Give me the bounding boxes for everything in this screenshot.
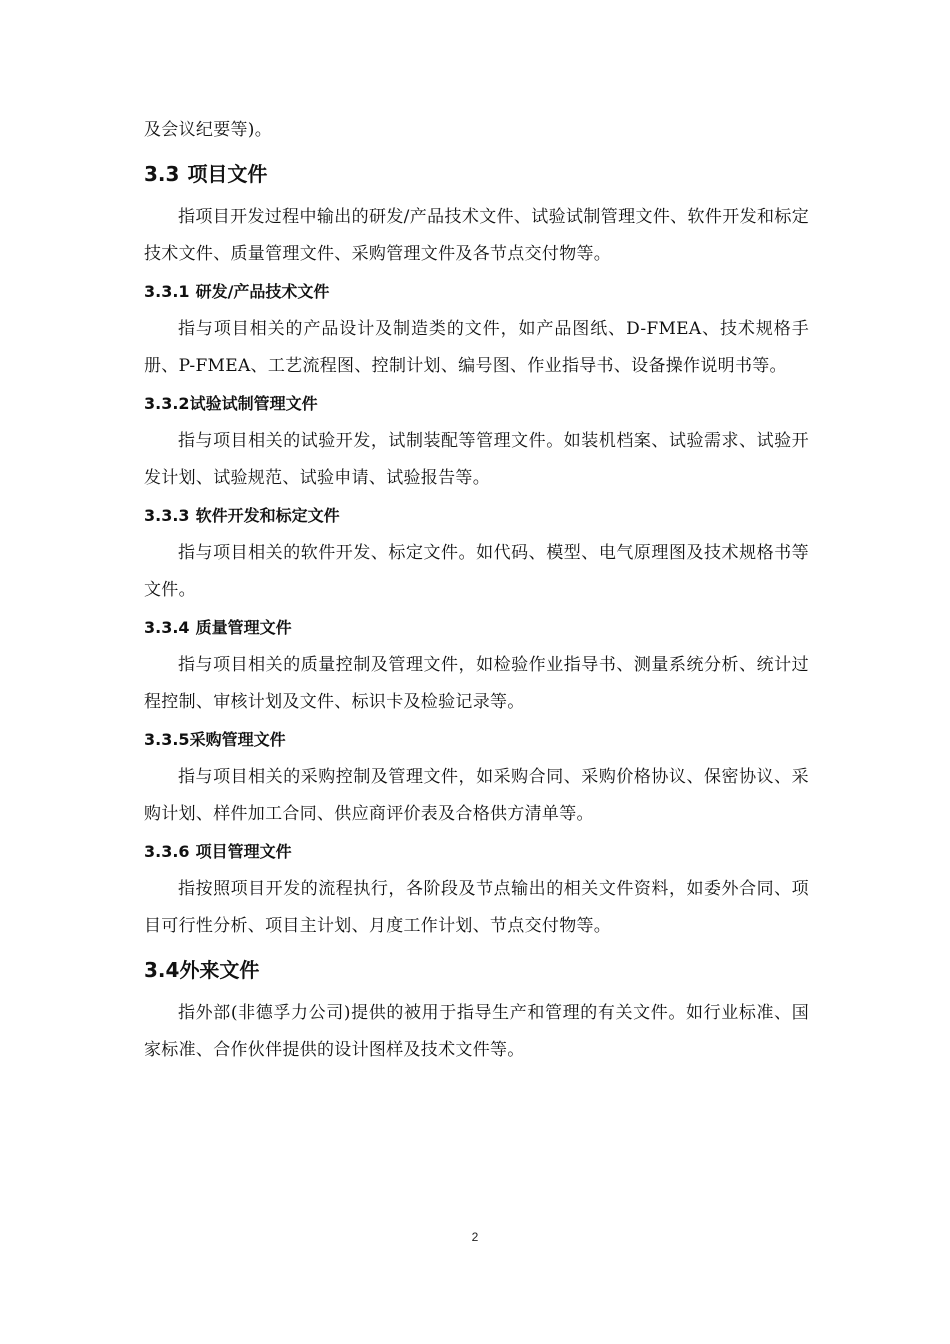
subsection-number: 3.3.4	[144, 618, 190, 637]
section-heading-3-3	[144, 149, 809, 199]
section-paragraph-3-4: 指外部(非德孚力公司)提供的被用于指导生产和管理的有关文件。如行业标准、国家标准、合作伙伴提供的设计图样及技术文件等。	[144, 1003, 809, 1060]
subsection-number: 3.3.2	[144, 394, 190, 413]
section-number: 3.3	[144, 162, 180, 186]
subsection-number: 3.3.6	[144, 842, 190, 861]
subsection-title: 试验试制管理文件	[189, 394, 318, 413]
subsection-title: 采购管理文件	[189, 730, 286, 749]
subsection-heading-3-3-6	[144, 833, 809, 871]
subsection-heading-3-3-3	[144, 497, 809, 535]
subsection-heading-3-3-2	[144, 385, 809, 423]
subsection-number: 3.3.5	[144, 730, 190, 749]
subsection-paragraph-3-3-3: 指与项目相关的软件开发、标定文件。如代码、模型、电气原理图及技术规格书等文件。	[144, 543, 809, 600]
subsection-number: 3.3.3	[144, 506, 190, 525]
subsection-heading-3-3-4	[144, 609, 809, 647]
subsection-title: 软件开发和标定文件	[195, 506, 340, 525]
document-body	[144, 112, 809, 1069]
subsection-heading-3-3-5	[144, 721, 809, 759]
subsection-number: 3.3.1	[144, 282, 190, 301]
section-number: 3.4	[144, 958, 180, 982]
page-number: 2	[471, 1230, 479, 1244]
intro-continuation: 及会议纪要等)。	[144, 120, 273, 140]
subsection-paragraph-3-3-1: 指与项目相关的产品设计及制造类的文件，如产品图纸、D-FMEA、技术规格手册、P-FMEA、工艺流程图、控制计划、编号图、作业指导书、设备操作说明书等。	[144, 319, 809, 376]
section-heading-3-4	[144, 945, 809, 995]
subsection-paragraph-3-3-6: 指按照项目开发的流程执行，各阶段及节点输出的相关文件资料，如委外合同、项目可行性分析、项目主计划、月度工作计划、节点交付物等。	[144, 879, 809, 936]
subsection-title: 质量管理文件	[195, 618, 292, 637]
subsection-paragraph-3-3-2: 指与项目相关的试验开发，试制装配等管理文件。如装机档案、试验需求、试验开发计划、试验规范、试验申请、试验报告等。	[144, 431, 809, 488]
subsection-title: 研发/产品技术文件	[195, 282, 330, 301]
section-title: 外来文件	[179, 958, 260, 982]
subsection-title: 项目管理文件	[195, 842, 292, 861]
section-title: 项目文件	[187, 162, 268, 186]
section-paragraph-3-3: 指项目开发过程中输出的研发/产品技术文件、试验试制管理文件、软件开发和标定技术文件、质量管理文件、采购管理文件及各节点交付物等。	[144, 207, 809, 264]
subsection-paragraph-3-3-5: 指与项目相关的采购控制及管理文件，如采购合同、采购价格协议、保密协议、采购计划、样件加工合同、供应商评价表及合格供方清单等。	[144, 767, 809, 824]
subsection-heading-3-3-1	[144, 273, 809, 311]
subsection-paragraph-3-3-4: 指与项目相关的质量控制及管理文件，如检验作业指导书、测量系统分析、统计过程控制、审核计划及文件、标识卡及检验记录等。	[144, 655, 809, 712]
